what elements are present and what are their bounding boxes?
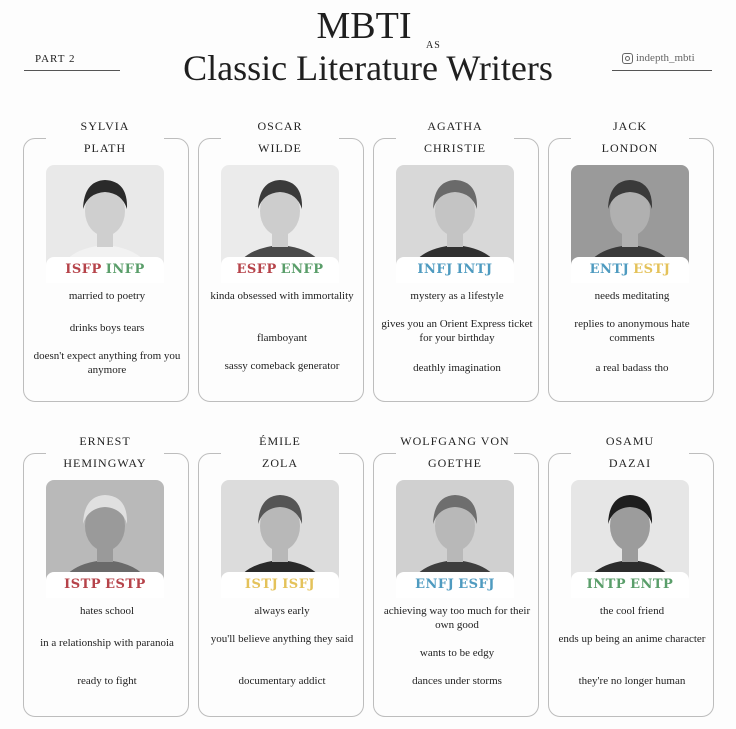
mbti-type-label: ESTP	[105, 577, 146, 592]
writer-first-name: WOLFGANG VON	[400, 434, 510, 448]
writer-name	[221, 430, 339, 478]
mbti-type-label: ENTJ	[589, 262, 630, 277]
writer-first-name: ERNEST	[79, 434, 131, 448]
trait-item: ends up being an anime character	[558, 633, 706, 645]
mbti-type-label: ESTJ	[633, 262, 671, 277]
trait-item: married to poetry	[68, 290, 146, 302]
trait-item: dances under storms	[412, 675, 502, 687]
writer-first-name: AGATHA	[427, 119, 483, 133]
trait-item: hates school	[79, 605, 135, 617]
mbti-types-badge	[46, 572, 164, 598]
writer-last-name: LONDON	[601, 141, 659, 155]
trait-item: deathly imagination	[413, 362, 501, 374]
trait-item: in a relationship with paranoia	[40, 637, 174, 649]
mbti-type-label: INFP	[105, 262, 145, 277]
mbti-type-label: ENFP	[280, 262, 324, 277]
trait-item: always early	[254, 605, 310, 617]
writer-first-name: JACK	[612, 119, 647, 133]
trait-item: drinks boys tears	[69, 322, 145, 334]
trait-item: ready to fight	[77, 675, 137, 687]
instagram-handle	[622, 52, 695, 64]
writer-card-london	[548, 119, 714, 402]
mbti-types-badge	[571, 257, 689, 283]
divider-right	[612, 70, 712, 71]
instagram-icon	[622, 53, 633, 64]
trait-item: the cool friend	[599, 605, 665, 617]
writer-name	[46, 115, 164, 163]
writer-first-name: OSCAR	[257, 119, 303, 133]
trait-item: you'll believe anything they said	[210, 633, 354, 645]
mbti-type-label: ENTP	[630, 577, 674, 592]
trait-item: mystery as a lifestyle	[410, 290, 504, 302]
trait-item: kinda obsessed with immortality	[210, 290, 354, 302]
trait-item: achieving way too much for their own good	[383, 605, 531, 631]
writer-first-name: SYLVIA	[80, 119, 130, 133]
mbti-type-label: ESFJ	[458, 577, 495, 592]
trait-item: flamboyant	[256, 332, 308, 344]
writer-name	[396, 430, 514, 478]
writer-name	[571, 115, 689, 163]
writer-last-name: CHRISTIE	[424, 141, 486, 155]
writer-last-name: WILDE	[258, 141, 302, 155]
part-label: PART 2	[35, 53, 76, 65]
writer-name	[221, 115, 339, 163]
trait-item: gives you an Orient Express ticket for your birthday	[381, 318, 533, 344]
writer-card-christie	[373, 119, 539, 402]
mbti-type-label: ENFJ	[415, 577, 455, 592]
mbti-type-label: ISFJ	[282, 577, 316, 592]
trait-item: needs meditating	[594, 290, 670, 302]
mbti-type-label: ISTP	[64, 577, 102, 592]
mbti-types-badge	[221, 572, 339, 598]
mbti-type-label: ISTJ	[244, 577, 279, 592]
page-title: Classic Literature Writers	[183, 48, 553, 88]
mbti-type-label: INFJ	[417, 262, 453, 277]
title-mbti	[0, 5, 736, 51]
writer-last-name: DAZAI	[608, 456, 652, 470]
mbti-type-label: ISFP	[65, 262, 102, 277]
mbti-types-badge	[571, 572, 689, 598]
trait-item: documentary addict	[238, 675, 326, 687]
trait-item: doesn't expect anything from you anymore	[33, 350, 181, 376]
writer-first-name: OSAMU	[605, 434, 655, 448]
trait-item: replies to anonymous hate comments	[574, 318, 690, 344]
writer-name	[396, 115, 514, 163]
writer-card-goethe	[373, 434, 539, 717]
mbti-type-label: INTP	[586, 577, 627, 592]
writer-card-wilde	[198, 119, 364, 402]
writer-last-name: PLATH	[83, 141, 127, 155]
trait-item: they're no longer human	[578, 675, 686, 687]
writer-first-name: ÉMILE	[259, 434, 301, 448]
mbti-types-badge	[46, 257, 164, 283]
trait-item: sassy comeback generator	[224, 360, 340, 372]
writer-last-name: ZOLA	[262, 456, 298, 470]
title-as: AS	[426, 40, 441, 51]
mbti-types-badge	[396, 572, 514, 598]
title-top: MBTI	[316, 5, 412, 47]
writer-card-hemingway	[23, 434, 189, 717]
writer-card-zola	[198, 434, 364, 717]
mbti-type-label: ESFP	[236, 262, 277, 277]
trait-item: a real badass tho	[595, 362, 669, 374]
mbti-types-badge	[221, 257, 339, 283]
writer-card-dazai	[548, 434, 714, 717]
mbti-types-badge	[396, 257, 514, 283]
writer-last-name: GOETHE	[428, 456, 482, 470]
writer-last-name: HEMINGWAY	[63, 456, 147, 470]
trait-item: wants to be edgy	[419, 647, 495, 659]
divider-left	[24, 70, 120, 71]
mbti-type-label: INTJ	[456, 262, 493, 277]
writer-card-plath	[23, 119, 189, 402]
handle-text: indepth_mbti	[636, 52, 695, 64]
writer-name	[46, 430, 164, 478]
writer-name	[571, 430, 689, 478]
